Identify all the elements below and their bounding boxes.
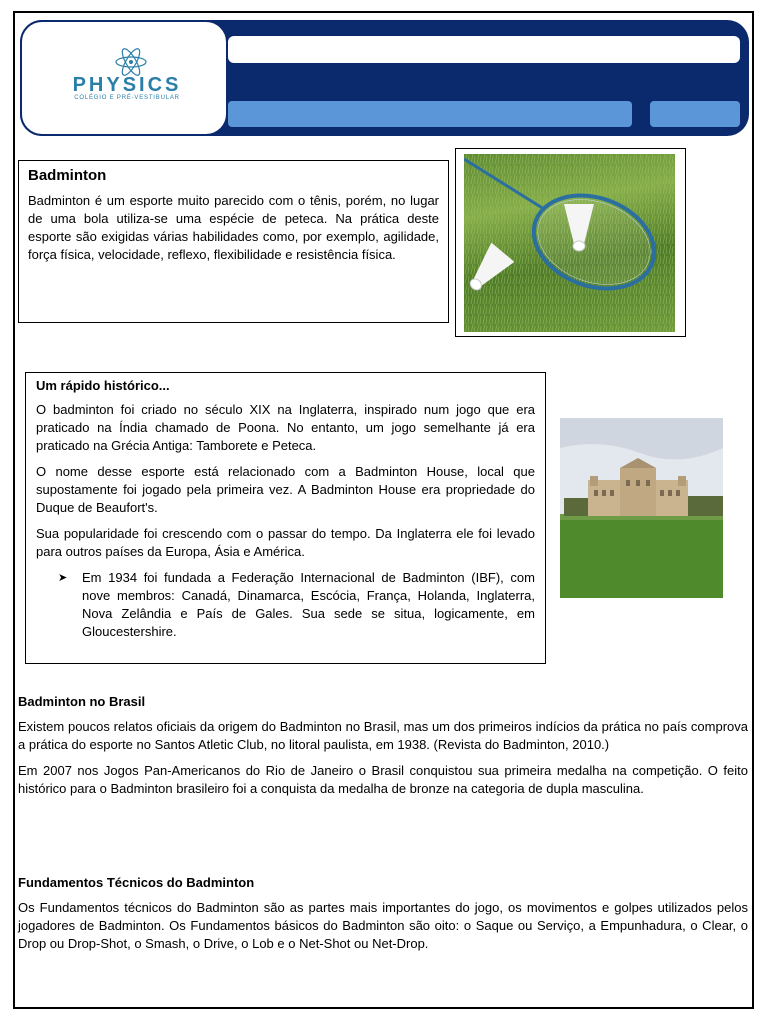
historico-paragraph: O badminton foi criado no século XIX na Inglaterra, inspirado num jogo que era praticado na Índia chamado de Poona. No entanto, um jogo semelhante já era praticado na Grécia Antiga: Tamborete e Peteca.	[36, 402, 535, 453]
intro-text: Badminton é um esporte muito parecido com o tênis, porém, no lugar de uma bola utiliza-se uma espécie de peteca. Na prática deste esporte são exigidas várias habilidades como, por exemplo, agilidade, força física, velocidade, reflexo, flexibilidade e resistência física.	[28, 193, 439, 262]
brasil-paragraph: Existem poucos relatos oficiais da origem do Badminton no Brasil, mas um dos primeiros indícios da prática no país comprova a prática do esporte no Santos Atletic Club, no litoral paulista, em 1938. (Revista do Badminton, 2010.)	[18, 719, 748, 752]
historico-paragraph: O nome desse esporte está relacionado com a Badminton House, local que supostamente foi jogado pela primeira vez. A Badminton House era propriedade do Duque de Beaufort's.	[36, 464, 535, 515]
historico-bullet-text: Em 1934 foi fundada a Federação Internacional de Badminton (IBF), com nove membros: Canadá, Dinamarca, Escócia, França, Holanda, Inglaterra, Nova Zelândia e País de Gales. Sua sede se situa, logicamente, em Gloucestershire.	[82, 570, 535, 639]
historico-bullet	[36, 569, 535, 641]
historico-paragraph: Sua popularidade foi crescendo com o passar do tempo. Da Inglaterra ele foi levado para outros países da Europa, Ásia e América.	[36, 526, 535, 559]
racket-photo	[464, 154, 675, 332]
brasil-title: Badminton no Brasil	[18, 694, 146, 709]
atom-icon	[114, 48, 148, 76]
fundamentos-paragraph: Os Fundamentos técnicos do Badminton são as partes mais importantes do jogo, os movimentos e golpes utilizados pelos jogadores de Badminton. Os Fundamentos básicos do Badminton são oito: o Saque ou Serviço, a Empunhadura, o Clear, o Drop ou Drop-Shot, o Smash, o Drive, o Lob e o Net-Shot ou Net-Drop.	[18, 900, 748, 951]
logo-text: PHYSICS	[72, 74, 182, 96]
brasil-paragraph: Em 2007 nos Jogos Pan-Americanos do Rio de Janeiro o Brasil conquistou sua primeira medalha na competição. O feito histórico para o Badminton brasileiro foi a conquista da medalha de bronze na categoria de dupla masculina.	[18, 763, 748, 796]
header-light-bar-small	[650, 101, 740, 127]
fundamentos-title: Fundamentos Técnicos do Badminton	[18, 875, 255, 890]
logo	[20, 20, 228, 136]
intro-title: Badminton	[28, 167, 107, 184]
logo-subtext: COLÉGIO E PRÉ-VESTIBULAR	[74, 95, 180, 101]
historico-title: Um rápido histórico...	[36, 378, 170, 393]
header-light-bar	[228, 101, 632, 127]
arrow-bullet-icon: ➤	[58, 572, 68, 584]
fundamentos-section	[18, 875, 748, 961]
brasil-section	[18, 694, 748, 806]
header-white-bar	[228, 36, 740, 63]
racket-photo-frame	[455, 148, 686, 337]
historico-box	[25, 372, 546, 664]
intro-box	[18, 160, 449, 323]
badminton-house-photo	[560, 418, 723, 598]
